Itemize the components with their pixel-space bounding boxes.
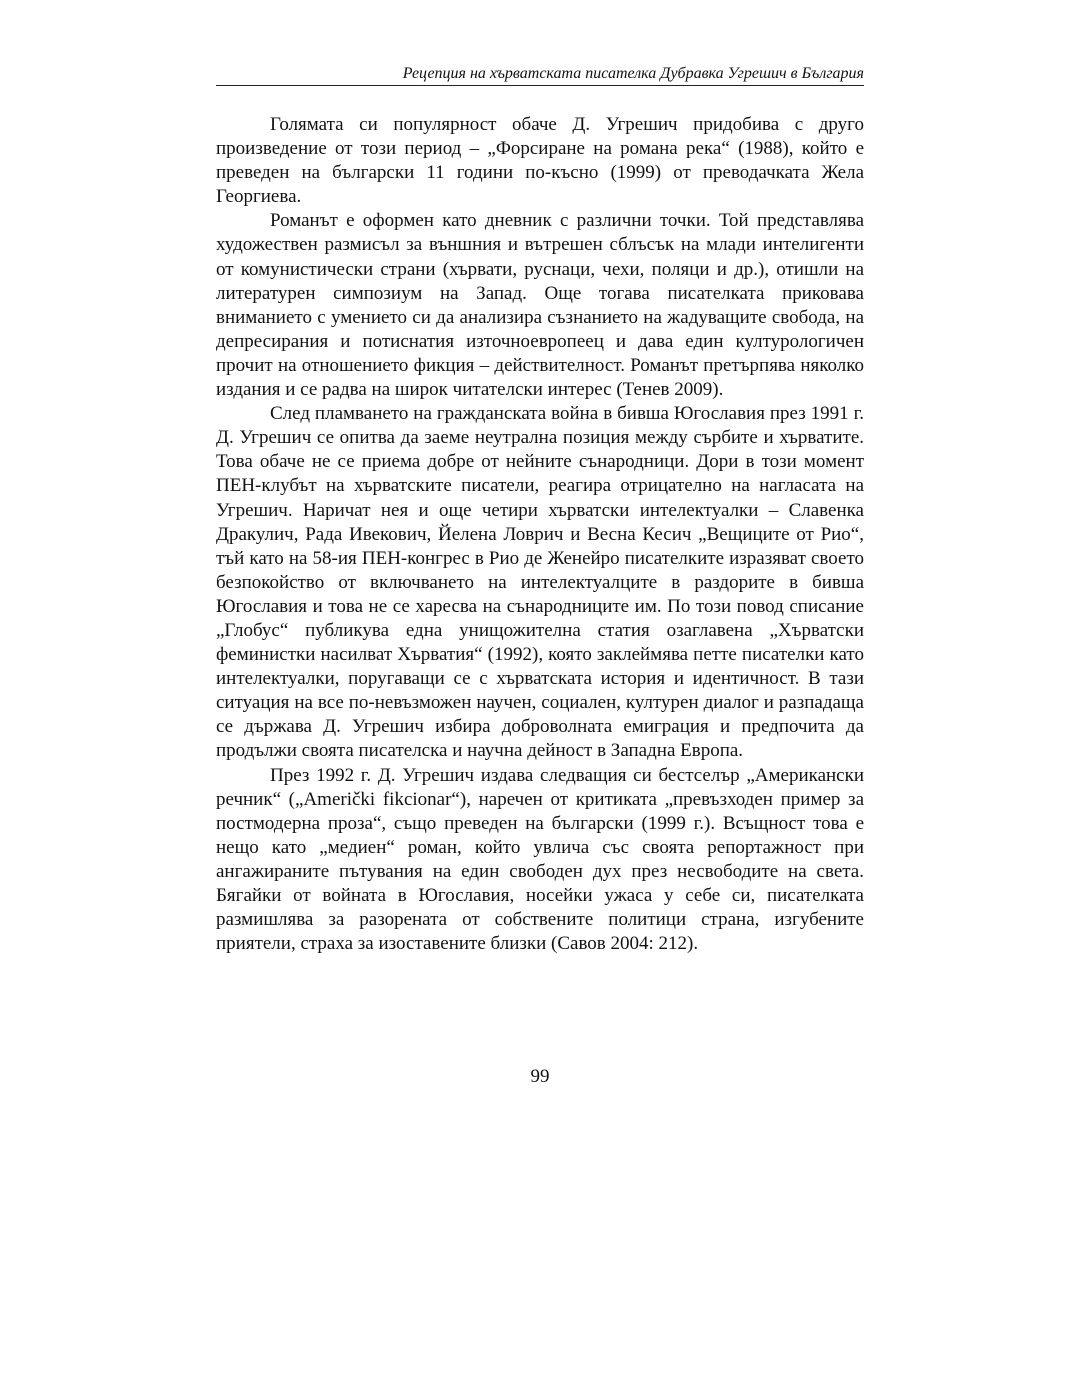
body-text <box>216 113 864 956</box>
header-rule <box>216 85 864 86</box>
paragraph-2: Романът е оформен като дневник с различни точки. Той представлява художествен размисъл за външния и вътрешен сблъсък на млади интелигенти от комунистически страни (хървати, руснаци, чехи, поляци и др.), отишли на литературен симпозиум на Запад. Още тогава писателката приковава вниманието с умението си да анализира съзнанието на жадуващите свобода, на депресирания и потиснатия източноевропеец и дава един културологичен прочит на отношението фикция – действителност. Романът претърпява няколко издания и се радва на широк читателски интерес (Тенев 2009). <box>216 210 864 401</box>
paragraph-1: Голямата си популярност обаче Д. Угрешич придобива с друго произведение от този период – „Форсиране на романа река“ (1988), който е преведен на български 11 години по-късно (1999) от преводачката Жела Георгиева. <box>216 114 864 208</box>
paragraph-4: През 1992 г. Д. Угрешич издава следващия си бестселър „Американски речник“ („Američki fikcionar“), наречен от критиката „превъзходен пример за постмодерна проза“, също преведен на български (1999 г.). Всъщност това е нещо като „медиен“ роман, който увлича със своята репортажност при ангажираните пътувания на един свободен дух през несвободите на света. Бягайки от войната в Югославия, носейки ужаса у себе си, писателката размишлява за разорената от собствените политици страна, изгубените приятели, страха за изоставените близки (Савов 2004: 212). <box>216 764 864 955</box>
page-number: 99 <box>530 1066 550 1087</box>
document-page <box>216 0 864 1397</box>
running-header: Рецепция на хърватската писателка Дубравка Угрешич в България <box>402 65 864 82</box>
paragraph-3: След пламването на гражданската война в бивша Югославия през 1991 г. Д. Угрешич се опитва да заеме неутрална позиция между сърбите и хърватите. Това обаче не се приема добре от нейните сънародници. Дори в този момент ПЕН-клубът на хърватските писатели, реагира отрицателно на нагласата на Угрешич. Наричат нея и още четири хърватски интелектуалки – Славенка Дракулич, Рада Ивекович, Йелена Ловрич и Весна Кесич „Вещиците от Рио“, тъй като на 58-ия ПЕН-конгрес в Рио де Женейро писателките изразяват своето безпокойство от включването на интелектуалците в раздорите в бивша Югославия и това не се харесва на сънародниците им. По този повод списание „Глобус“ публикува една унищожителна статия озаглавена „Хърватски феминистки насилват Хърватия“ (1992), която заклеймява петте писателки като интелектуалки, поругаващи се с хърватската история и идентичност. В тази ситуация на все по-невъзможен научен, социален, културен диалог и разпадаща се държава Д. Угрешич избира доброволната емиграция и предпочита да продължи своята писателска и научна дейност в Западна Европа. <box>216 403 864 762</box>
